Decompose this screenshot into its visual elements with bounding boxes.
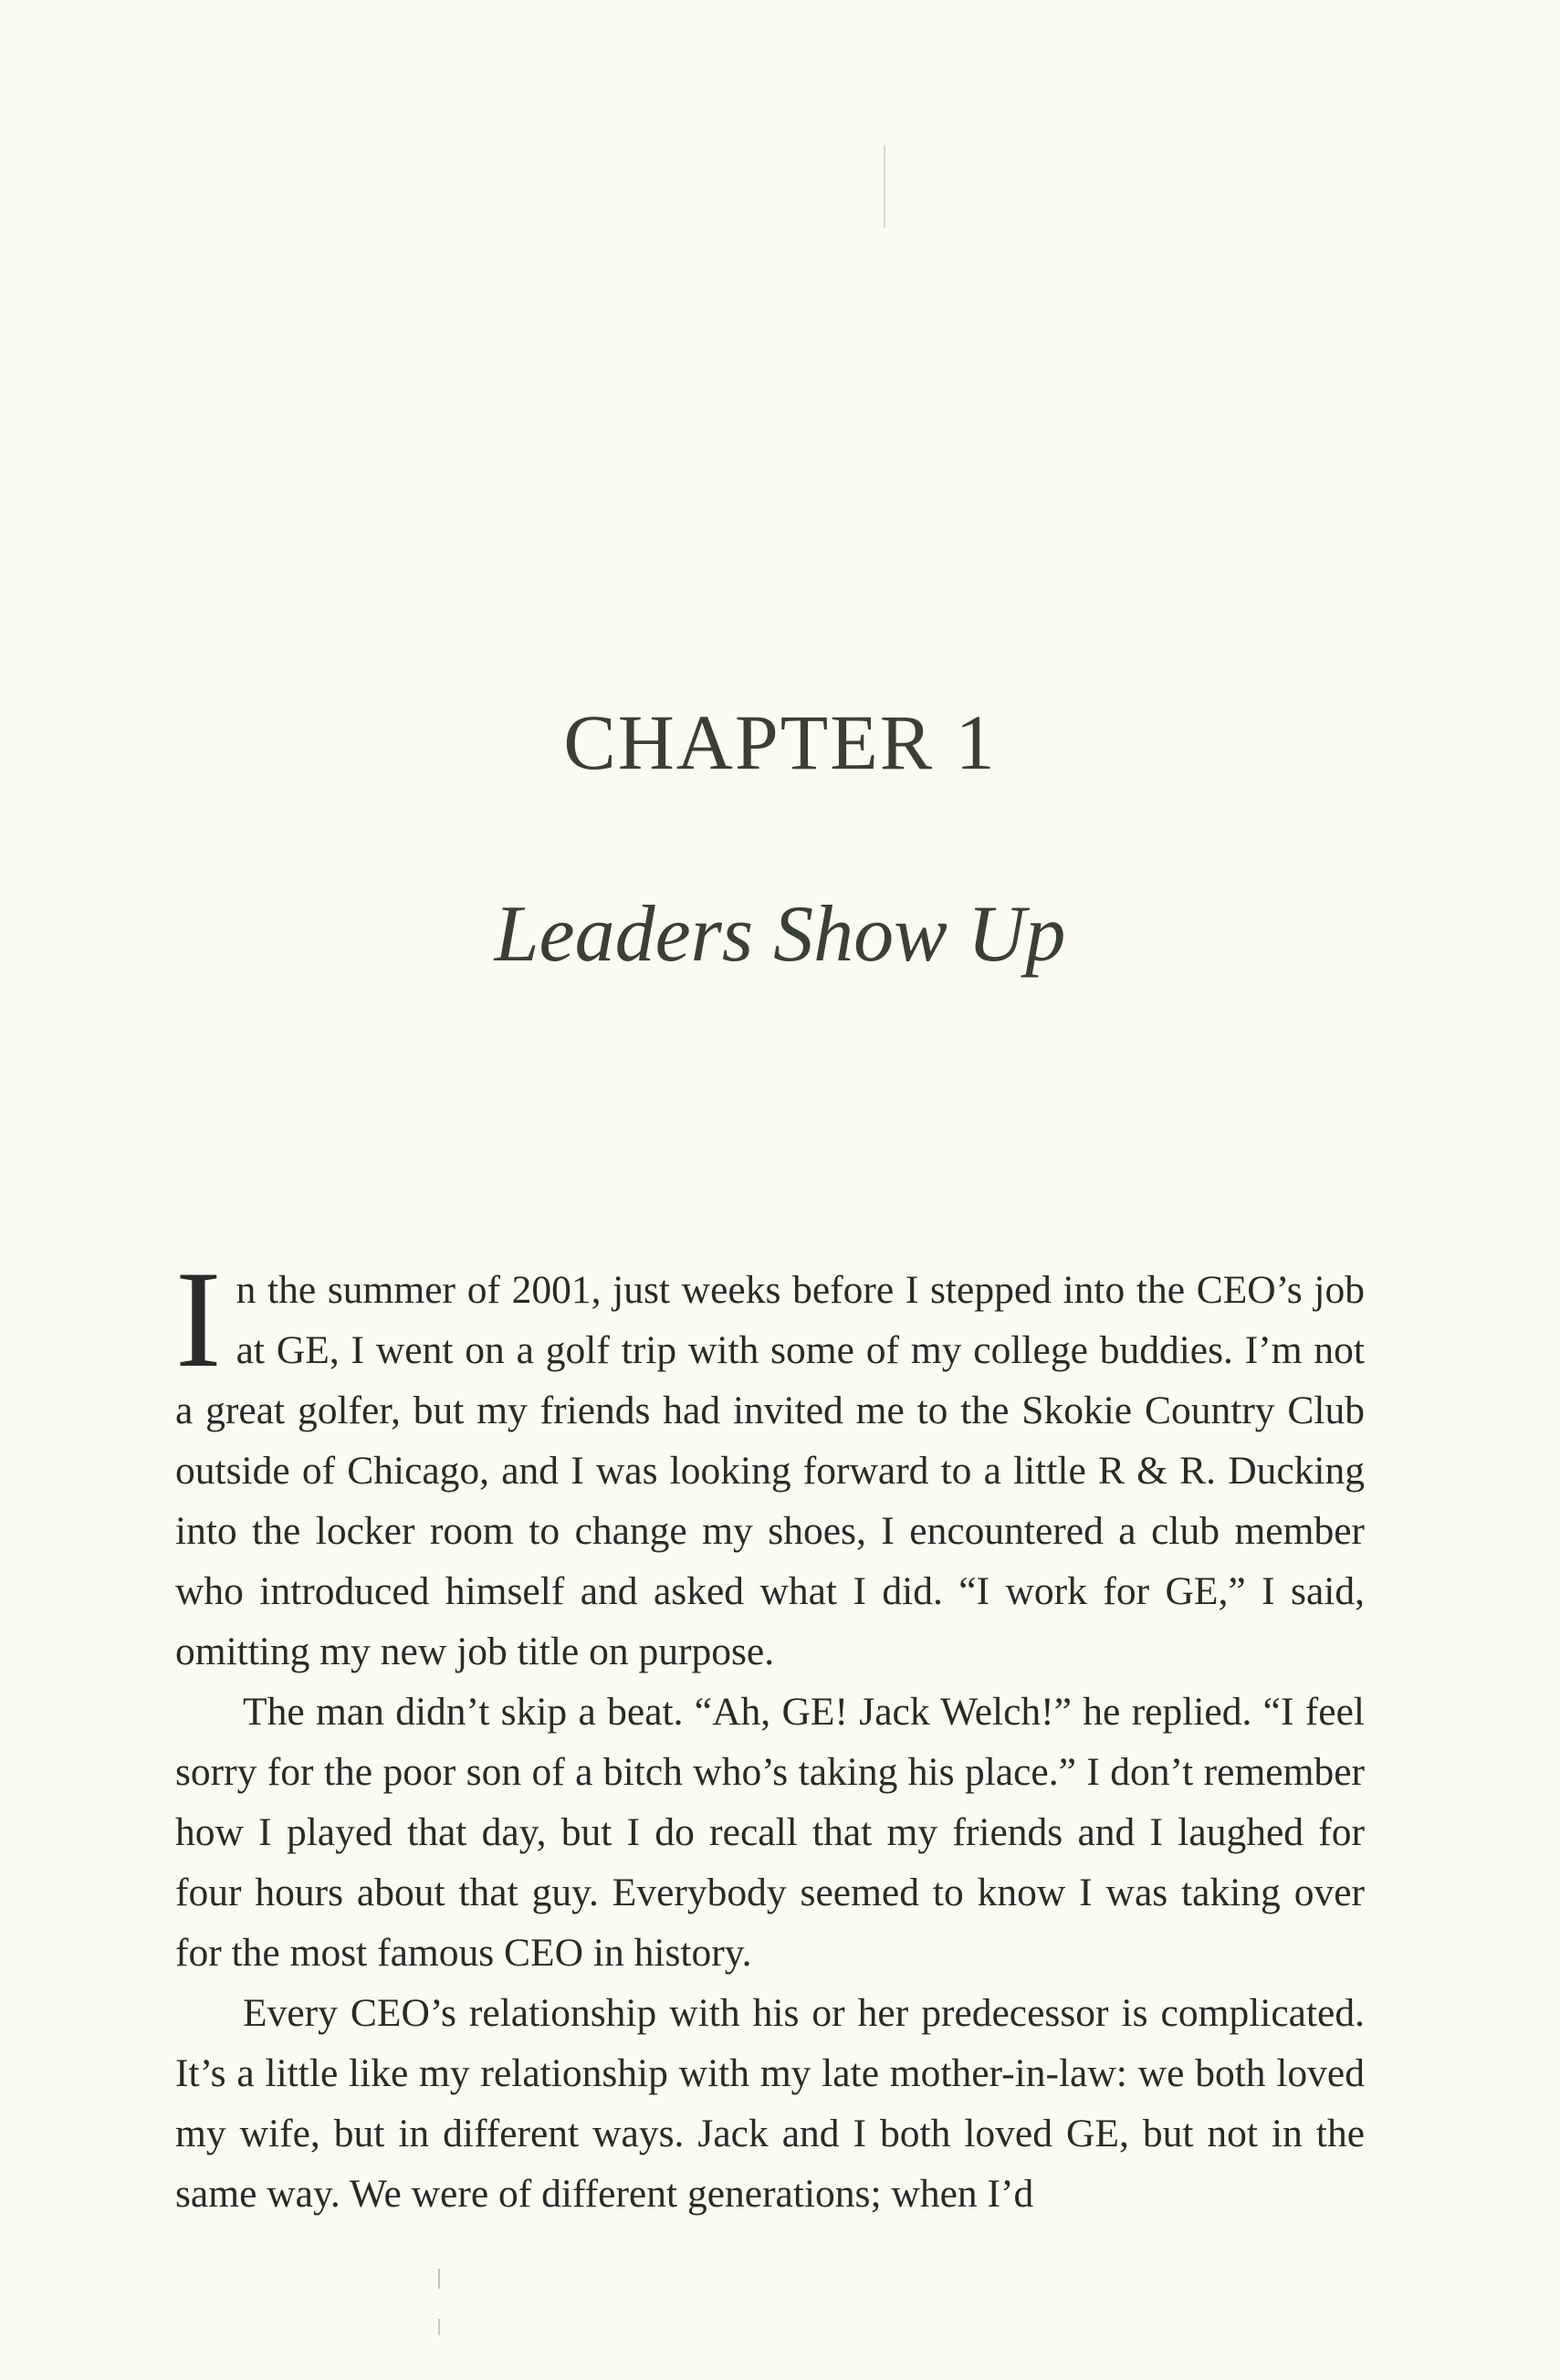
paragraph-3: Every CEO’s relationship with his or her predecessor is complicated. It’s a little like my relationship with my late mother-in-law: we both loved my wife, but in different ways. Jack and I both loved GE, but not in the same way. We were of different generations; when I’d	[175, 1991, 1365, 2216]
chapter-body	[175, 1242, 1365, 2224]
scan-mark	[884, 146, 885, 228]
paragraph-1	[175, 1242, 1365, 1682]
paragraph-1-text: n the summer of 2001, just weeks before I stepped into the CEO’s job at GE, I went on a golf trip with some of my college buddies. I’m not a great golfer, but my friends had invited me to the Skokie Country Club outside of Chicago, and I was looking forward to a little R & R. Ducking into the locker room to change my shoes, I encountered a club member who introduced himself and asked what I did. “I work for GE,” I said, omitting my new job title on purpose.	[175, 1268, 1365, 1673]
paragraph-2: The man didn’t skip a beat. “Ah, GE! Jack Welch!” he replied. “I feel sorry for the poor son of a bitch who’s taking his place.” I don’t remember how I played that day, but I do recall that my friends and I laughed for four hours about that guy. Everybody seemed to know I was taking over for the most famous CEO in history.	[175, 1690, 1365, 1975]
scan-mark	[438, 2269, 440, 2289]
chapter-number: CHAPTER 1	[563, 698, 997, 786]
chapter-title: Leaders Show Up	[494, 890, 1066, 979]
drop-cap: I	[175, 1242, 222, 1396]
scan-mark	[438, 2319, 440, 2335]
